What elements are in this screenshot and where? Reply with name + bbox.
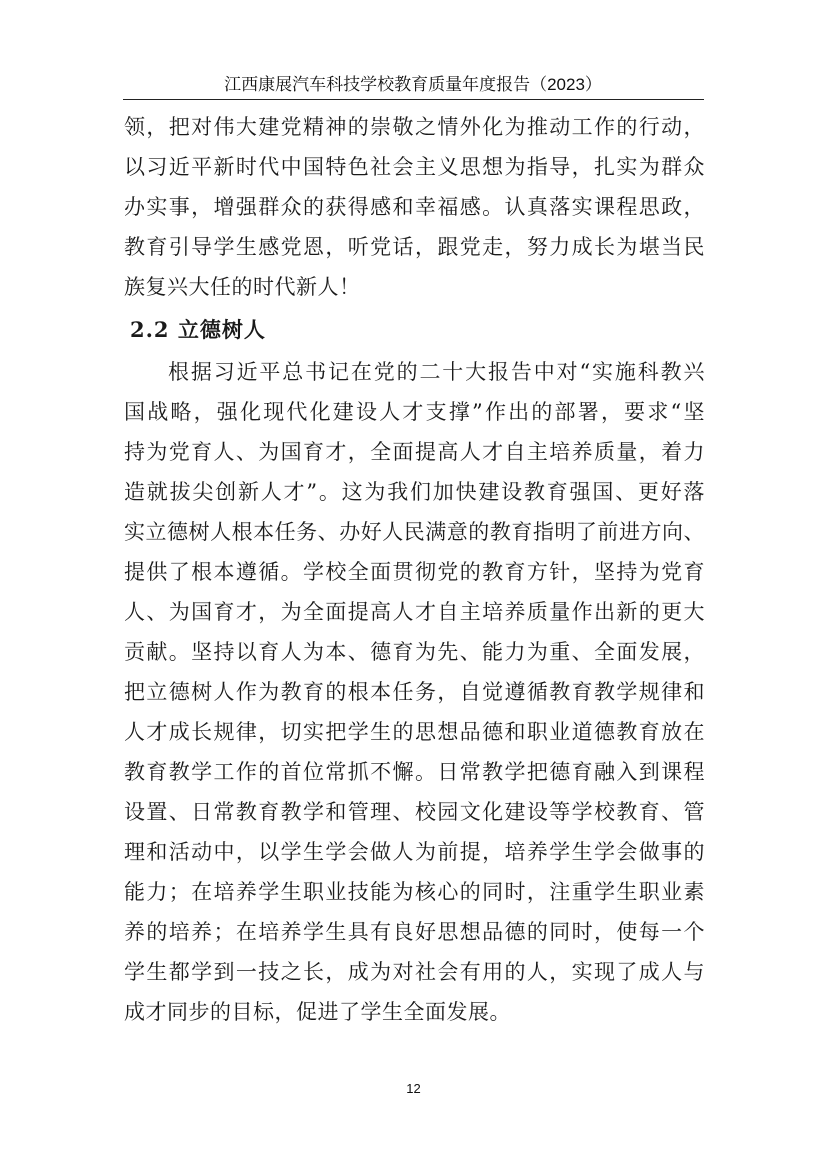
paragraph-line: 贡献。坚持以育人为本、德育为先、能力为重、全面发展， [124, 640, 705, 664]
page-number: 12 [406, 1081, 421, 1096]
section-heading: 2.2 立德树人 [130, 317, 266, 342]
paragraph-line: 教育教学工作的首位常抓不懈。日常教学把德育融入到课程 [124, 760, 705, 784]
paragraph-line: 国战略，强化现代化建设人才支撑”作出的部署，要求“坚 [124, 400, 705, 424]
paragraph-line: 成才同步的目标，促进了学生全面发展。 [124, 1000, 511, 1024]
paragraph-line: 教育引导学生感党恩，听党话，跟党走，努力成长为堪当民 [124, 235, 705, 259]
paragraph-line: 领，把对伟大建党精神的崇敬之情外化为推动工作的行动， [124, 115, 705, 139]
paragraph-line: 人、为国育才，为全面提高人才自主培养质量作出新的更大 [124, 600, 705, 624]
paragraph-line: 以习近平新时代中国特色社会主义思想为指导，扎实为群众 [124, 155, 705, 179]
paragraph-line: 造就拔尖创新人才”。这为我们加快建设教育强国、更好落 [124, 480, 705, 504]
paragraph-line: 把立德树人作为教育的根本任务，自觉遵循教育教学规律和 [124, 680, 705, 704]
paragraph-line: 族复兴大任的时代新人！ [124, 275, 361, 299]
paragraph-line: 持为党育人、为国育才，全面提高人才自主培养质量，着力 [124, 440, 705, 464]
paragraph-line: 人才成长规律，切实把学生的思想品德和职业道德教育放在 [124, 720, 705, 744]
paragraph-line: 办实事，增强群众的获得感和幸福感。认真落实课程思政， [124, 195, 705, 219]
document-header-title: 江西康展汽车科技学校教育质量年度报告（2023） [224, 75, 602, 94]
paragraph-line: 养的培养；在培养学生具有良好思想品德的同时，使每一个 [124, 920, 705, 944]
paragraph-line: 实立德树人根本任务、办好人民满意的教育指明了前进方向、 [124, 520, 705, 544]
header-rule [123, 99, 704, 100]
paragraph-line: 能力；在培养学生职业技能为核心的同时，注重学生职业素 [124, 880, 705, 904]
paragraph-line: 理和活动中，以学生学会做人为前提，培养学生学会做事的 [124, 840, 705, 864]
paragraph-line: 根据习近平总书记在党的二十大报告中对“实施科教兴 [168, 360, 705, 384]
paragraph-line: 提供了根本遵循。学校全面贯彻党的教育方针，坚持为党育 [124, 560, 705, 584]
paragraph-line: 学生都学到一技之长，成为对社会有用的人，实现了成人与 [124, 960, 705, 984]
paragraph-line: 设置、日常教育教学和管理、校园文化建设等学校教育、管 [124, 800, 705, 824]
